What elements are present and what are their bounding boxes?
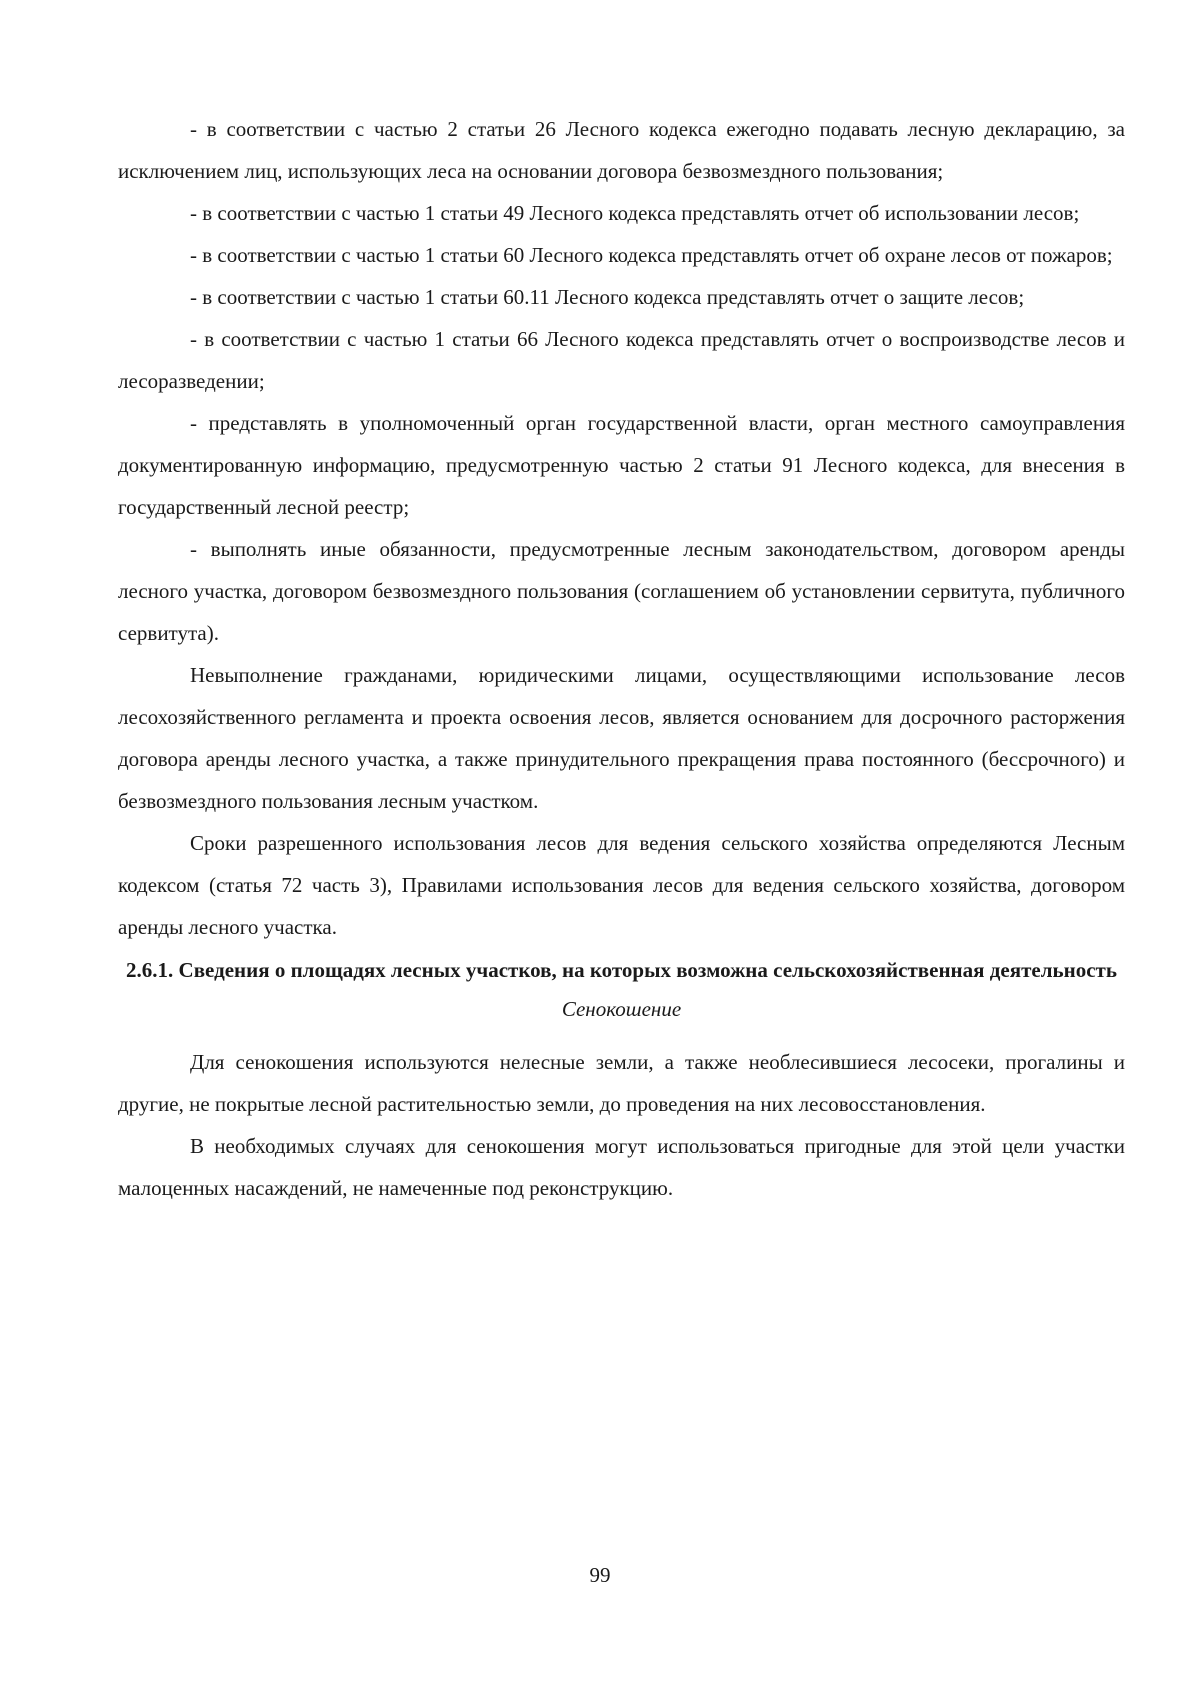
paragraph-forest-use-report: - в соответствии с частью 1 статьи 49 Лесного кодекса представлять отчет об использовании лесов;: [190, 201, 1080, 225]
paragraph-forest-registry-info: - представлять в уполномоченный орган государственной власти, орган местного самоуправления документированную информацию, предусмотренную частью 2 статьи 91 Лесного кодекса, для внесения в государственный лесной реестр;: [118, 411, 1125, 519]
paragraph-reproduction-report: - в соответствии с частью 1 статьи 66 Лесного кодекса представлять отчет о воспроизводстве лесов и лесоразведении;: [118, 327, 1125, 393]
paragraph-other-obligations: - выполнять иные обязанности, предусмотренные лесным законодательством, договором аренды лесного участка, договором безвозмездного пользования (соглашением об установлении сервитута, публичного сервитута).: [118, 537, 1125, 645]
subheading-haymaking: Сенокошение: [561, 997, 682, 1021]
document-page: [118, 108, 1125, 1209]
page-number: 99: [589, 1563, 611, 1587]
paragraph-fire-protection-report: - в соответствии с частью 1 статьи 60 Лесного кодекса представлять отчет об охране лесов от пожаров;: [190, 243, 1113, 267]
section-heading: 2.6.1. Сведения о площадях лесных участков, на которых возможна сельскохозяйственная деятельность: [126, 958, 1117, 982]
paragraph-forest-declaration: - в соответствии с частью 2 статьи 26 Лесного кодекса ежегодно подавать лесную декларацию, за исключением лиц, использующих леса на основании договора безвозмездного пользования;: [118, 117, 1125, 183]
paragraph-haymaking-stands: В необходимых случаях для сенокошения могут использоваться пригодные для этой цели участки малоценных насаждений, не намеченные под реконструкцию.: [118, 1134, 1125, 1200]
paragraph-non-compliance: Невыполнение гражданами, юридическими лицами, осуществляющими использование лесов лесохозяйственного регламента и проекта освоения лесов, является основанием для досрочного расторжения договора аренды лесного участка, а также принудительного прекращения права постоянного (бессрочного) и безвозмездного пользования лесным участком.: [118, 663, 1125, 813]
paragraph-haymaking-lands: Для сенокошения используются нелесные земли, а также необлесившиеся лесосеки, прогалины и другие, не покрытые лесной растительностью земли, до проведения на них лесовосстановления.: [118, 1050, 1125, 1116]
paragraph-forest-defense-report: - в соответствии с частью 1 статьи 60.11 Лесного кодекса представлять отчет о защите лесов;: [190, 285, 1025, 309]
paragraph-permitted-use-terms: Сроки разрешенного использования лесов для ведения сельского хозяйства определяются Лесным кодексом (статья 72 часть 3), Правилами использования лесов для ведения сельского хозяйства, договором аренды лесного участка.: [118, 831, 1125, 939]
